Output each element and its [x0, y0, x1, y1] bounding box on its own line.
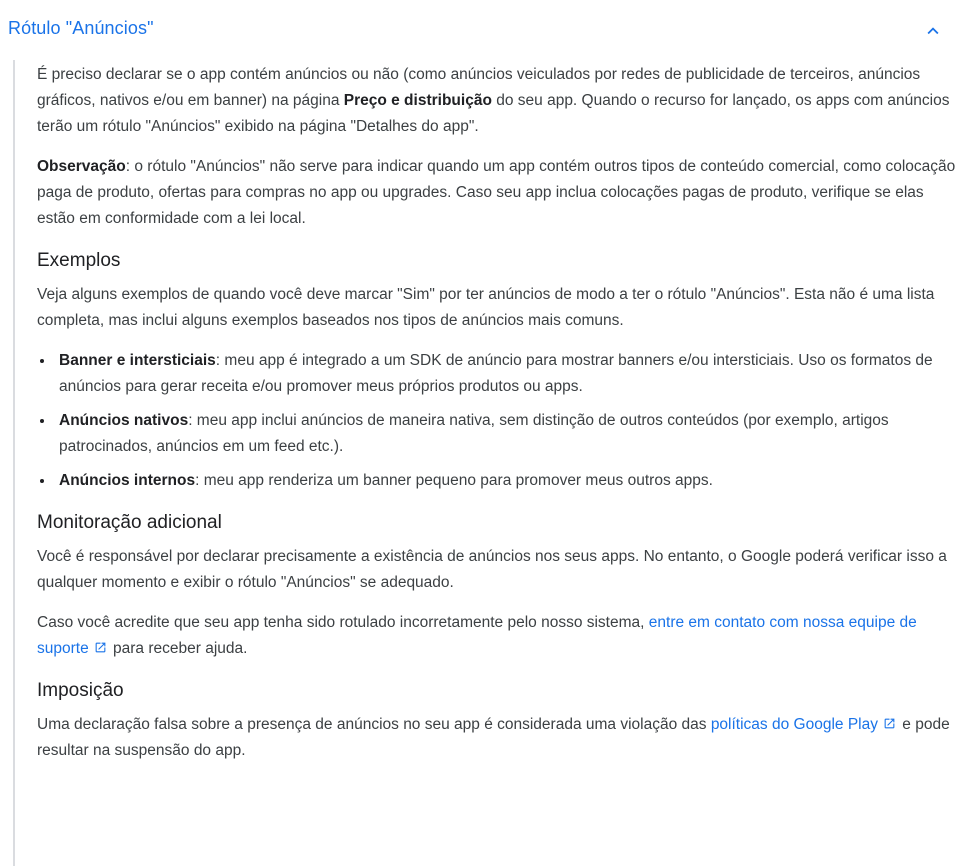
intro-text-a: É preciso declarar se o app contém anúncios ou não (como anúncios veiculados por redes de publicidade de terceiros, anúncios gráficos, nativos e/ou em banner) na página: [37, 66, 921, 109]
accordion-content: [37, 62, 959, 778]
intro-text-b: do seu app. Quando o recurso for lançado, os apps com anúncios terão um rótulo "Anúncios" exibido na página "Detalhes do app".: [37, 92, 950, 135]
list-item-text: : meu app inclui anúncios de maneira nativa, sem distinção de outros conteúdos (por exemplo, artigos patrocinados, anúncios em um feed etc.).: [59, 412, 889, 455]
note-text: : o rótulo "Anúncios" não serve para indicar quando um app contém outros tipos de conteúdo comercial, como colocação paga de produto, ofertas para compras no app ou upgrades. Caso seu app inclua colocações pagas de produto, verifique se elas estão em conformidade com a lei local.: [37, 158, 956, 227]
chevron-up-icon[interactable]: [922, 20, 944, 42]
accordion-title[interactable]: Rótulo "Anúncios": [8, 18, 154, 38]
support-paragraph: [37, 610, 959, 662]
list-item-title: Anúncios internos: [59, 472, 196, 489]
examples-heading: Exemplos: [37, 250, 121, 271]
enforcement-text-b: e pode resultar na suspensão do app.: [37, 716, 950, 759]
examples-list: [37, 348, 959, 494]
intro-paragraph: [37, 62, 959, 140]
accordion-header[interactable]: [0, 0, 960, 60]
monitoring-paragraph: Você é responsável por declarar precisamente a existência de anúncios nos seus apps. No entanto, o Google poderá verificar isso a qualquer momento e exibir o rótulo "Anúncios" se adequado.: [37, 548, 947, 591]
list-item-text: : meu app renderiza um banner pequeno para promover meus outros apps.: [195, 472, 713, 489]
list-item: [59, 348, 959, 400]
intro-bold-pricing: Preço e distribuição: [343, 92, 492, 109]
note-label: Observação: [37, 158, 126, 175]
list-item: [59, 468, 959, 494]
policies-link[interactable]: [711, 716, 898, 733]
list-item-title: Banner e intersticiais: [59, 352, 216, 369]
enforcement-heading: Imposição: [37, 680, 124, 701]
list-item-text: : meu app é integrado a um SDK de anúncio para mostrar banners e/ou intersticiais. Uso os formatos de anúncios para gerar receita e/ou promover meus próprios produtos ou apps.: [59, 352, 933, 395]
policies-link-label[interactable]: políticas do Google Play: [710, 716, 878, 733]
support-text-a: Caso você acredite que seu app tenha sido rotulado incorretamente pelo nosso sistema,: [37, 614, 649, 631]
support-link-label[interactable]: entre em contato com nossa equipe de suporte: [37, 614, 917, 657]
list-item-title: Anúncios nativos: [59, 412, 189, 429]
support-text-b: para receber ajuda.: [108, 640, 248, 657]
accordion-panel: [13, 60, 958, 866]
enforcement-text-a: Uma declaração falsa sobre a presença de anúncios no seu app é considerada uma violação das: [37, 716, 711, 733]
list-item: [59, 408, 959, 460]
examples-intro: Veja alguns exemplos de quando você deve marcar "Sim" por ter anúncios de modo a ter o rótulo "Anúncios". Esta não é uma lista completa, mas inclui alguns exemplos baseados nos tipos de anúncios mais comuns.: [37, 286, 935, 329]
monitoring-heading: Monitoração adicional: [37, 512, 222, 533]
enforcement-paragraph: [37, 712, 959, 764]
note-paragraph: [37, 154, 959, 232]
external-link-icon[interactable]: [883, 717, 896, 730]
external-link-icon[interactable]: [94, 641, 107, 654]
